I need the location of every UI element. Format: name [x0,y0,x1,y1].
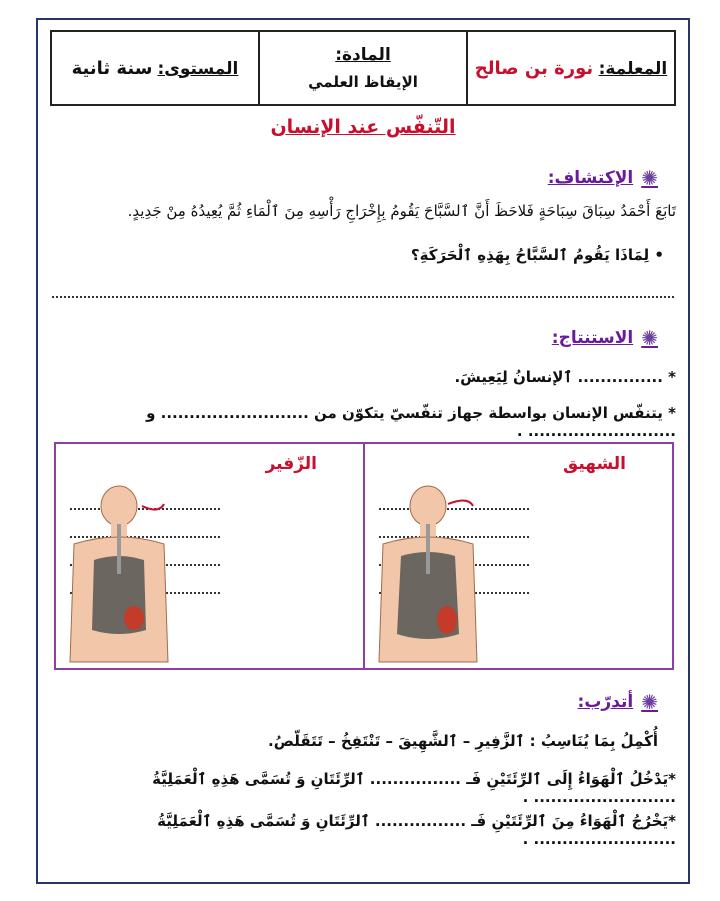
training-line-2: *يَخْرُجُ ٱلْهَوَاءُ مِنَ ٱلرِّئَتَيْنِ فَـ ................ ٱلرِّئَتَانِ وَ تُسَمَّى هَذِهِ ٱلْعَمَلِيَّةُ ......................... . [157,812,676,848]
level-label: المستوى: [157,58,239,79]
conclusion-line-2: * يتنفّس الإنسان بواسطة جهاز تنفّسيّ يتكوّن من .......................... و .......................... . [146,404,676,440]
diagram-box [54,442,674,670]
page-title: التّنفّس عند الإنسان [270,116,456,138]
header-table [50,30,676,106]
inhale-body-illustration [373,484,483,664]
exhale-body-illustration [64,484,174,664]
worksheet [36,18,690,884]
teacher-cell [466,32,674,104]
swirl-icon: ✺ [641,326,658,350]
subject-name: الإيقاظ العلمي [308,73,418,91]
level-cell [52,32,258,104]
exhale-label: الزّفير [265,454,317,474]
conclusion-line-1: * ............... ٱلإنسانُ لِيَعِيشَ. [454,368,676,386]
conclusion-heading: ✺ الاستنتاج: [551,326,658,350]
training-line-1: *يَدْخُلُ ٱلْهَوَاءُ إِلَى ٱلرِّئَتَيْنِ فَـ ................ ٱلرِّئَتَانِ وَ تُسَمَّى هَذِهِ ٱلْعَمَلِيَّةُ ......................... . [152,770,676,806]
training-heading: ✺ أتدرّب: [577,690,658,714]
teacher-name: نورة بن صالح [474,57,594,79]
inhale-label: الشهيق [563,454,626,474]
subject-cell [258,32,466,104]
inhale-panel [363,444,672,668]
discovery-heading: ✺ الإكتشاف: [547,166,658,190]
level-value: سنة ثانية [71,57,153,79]
training-instruction: أُكْمِلُ بِمَا يُنَاسِبُ : ٱلزَّفِيرِ – ٱلشَّهِيقَ – تَنْتَفِخُ – تَتَقَلّصُ. [268,732,658,750]
swirl-icon: ✺ [641,166,658,190]
swirl-icon: ✺ [641,690,658,714]
subject-label: المادة: [335,45,391,65]
answer-line [52,296,674,298]
teacher-label: المعلمة: [598,58,668,79]
discovery-question: • لِمَاذَا يَقُومُ ٱلسَّبَّاحُ بِهَذِهِ ٱلْحَرَكَةِ؟ [410,246,664,264]
exhale-panel [56,444,363,668]
discovery-text: تَابَعَ أَحْمَدُ سِبَاقَ سِبَاحَةٍ فَلاحَظَ أَنَّ ٱلسَّبَّاحَ يَقُومُ بِإِخْرَاجِ رَأْسِهِ مِنَ ٱلْمَاءِ ثُمَّ يُعِيدُهُ مِنْ جَدِيدٍ. [127,202,676,220]
